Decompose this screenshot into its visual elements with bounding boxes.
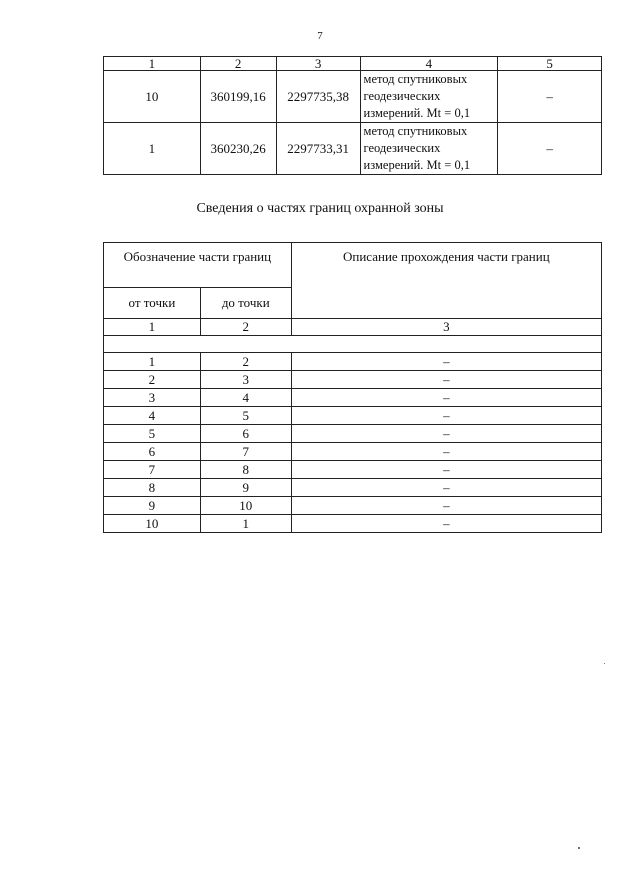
description-header: Описание прохождения части границ — [291, 243, 601, 319]
description-cell: – — [291, 389, 601, 407]
method-cell — [360, 123, 498, 175]
section-title: Сведения о частях границ охранной зоны — [196, 201, 444, 216]
point-cell: 1 — [104, 123, 201, 175]
x-coordinate-cell: 360230,26 — [200, 123, 276, 175]
to-point-cell: 4 — [200, 389, 291, 407]
x-coordinate-cell: 360199,16 — [200, 71, 276, 123]
y-coordinate-cell: 2297735,38 — [276, 71, 360, 123]
table-row — [104, 371, 602, 389]
to-point-cell: 10 — [200, 497, 291, 515]
column-number: 1 — [104, 319, 201, 336]
to-point-cell: 7 — [200, 443, 291, 461]
from-point-cell: 9 — [104, 497, 201, 515]
description-cell: – — [291, 461, 601, 479]
table-row — [104, 461, 602, 479]
to-point-cell: 8 — [200, 461, 291, 479]
table-row — [104, 389, 602, 407]
table-row — [104, 407, 602, 425]
from-point-cell: 1 — [104, 353, 201, 371]
from-point-cell: 3 — [104, 389, 201, 407]
from-point-header: от точки — [104, 288, 201, 319]
from-point-cell: 7 — [104, 461, 201, 479]
scan-speck — [578, 847, 580, 849]
table-row — [104, 497, 602, 515]
designation-header: Обозначение части границ — [104, 243, 292, 288]
from-point-cell: 10 — [104, 515, 201, 533]
description-cell: – — [291, 425, 601, 443]
method-line: измерений. Mt = 0,1 — [363, 158, 471, 172]
point-cell: 10 — [104, 71, 201, 123]
table-row — [104, 515, 602, 533]
column-number: 2 — [200, 319, 291, 336]
coordinates-table — [103, 56, 602, 175]
from-point-cell: 8 — [104, 479, 201, 497]
table-row — [104, 71, 602, 123]
description-cell: – — [291, 407, 601, 425]
parts-header-row — [104, 243, 602, 288]
to-point-cell: 5 — [200, 407, 291, 425]
from-point-cell: 5 — [104, 425, 201, 443]
description-cell: – — [291, 371, 601, 389]
blank-cell — [104, 336, 602, 353]
description-cell: – — [291, 353, 601, 371]
method-line: метод спутниковых — [363, 124, 468, 138]
note-cell: – — [498, 123, 602, 175]
column-number: 5 — [498, 57, 602, 71]
column-number: 2 — [200, 57, 276, 71]
to-point-cell: 2 — [200, 353, 291, 371]
from-point-cell: 2 — [104, 371, 201, 389]
method-line: метод спутниковых — [363, 72, 468, 86]
column-number: 3 — [291, 319, 601, 336]
table-row — [104, 479, 602, 497]
table-row — [104, 425, 602, 443]
table-row — [104, 123, 602, 175]
description-cell: – — [291, 443, 601, 461]
blank-row — [104, 336, 602, 353]
from-point-cell: 6 — [104, 443, 201, 461]
note-cell: – — [498, 71, 602, 123]
description-cell: – — [291, 515, 601, 533]
method-cell — [360, 71, 498, 123]
to-point-cell: 9 — [200, 479, 291, 497]
to-point-cell: 1 — [200, 515, 291, 533]
description-cell: – — [291, 497, 601, 515]
to-point-cell: 3 — [200, 371, 291, 389]
scan-speck — [604, 663, 605, 664]
to-point-cell: 6 — [200, 425, 291, 443]
table-row — [104, 443, 602, 461]
from-point-cell: 4 — [104, 407, 201, 425]
column-numbers-row — [104, 319, 602, 336]
method-line: измерений. Mt = 0,1 — [363, 106, 471, 120]
y-coordinate-cell: 2297733,31 — [276, 123, 360, 175]
table-row — [104, 353, 602, 371]
column-number: 3 — [276, 57, 360, 71]
boundary-parts-table — [103, 242, 602, 533]
description-cell: – — [291, 479, 601, 497]
coordinates-header-row — [104, 57, 602, 71]
page-number: 7 — [317, 30, 323, 42]
to-point-header: до точки — [200, 288, 291, 319]
column-number: 4 — [360, 57, 498, 71]
method-line: геодезических — [363, 141, 441, 155]
column-number: 1 — [104, 57, 201, 71]
method-line: геодезических — [363, 89, 441, 103]
